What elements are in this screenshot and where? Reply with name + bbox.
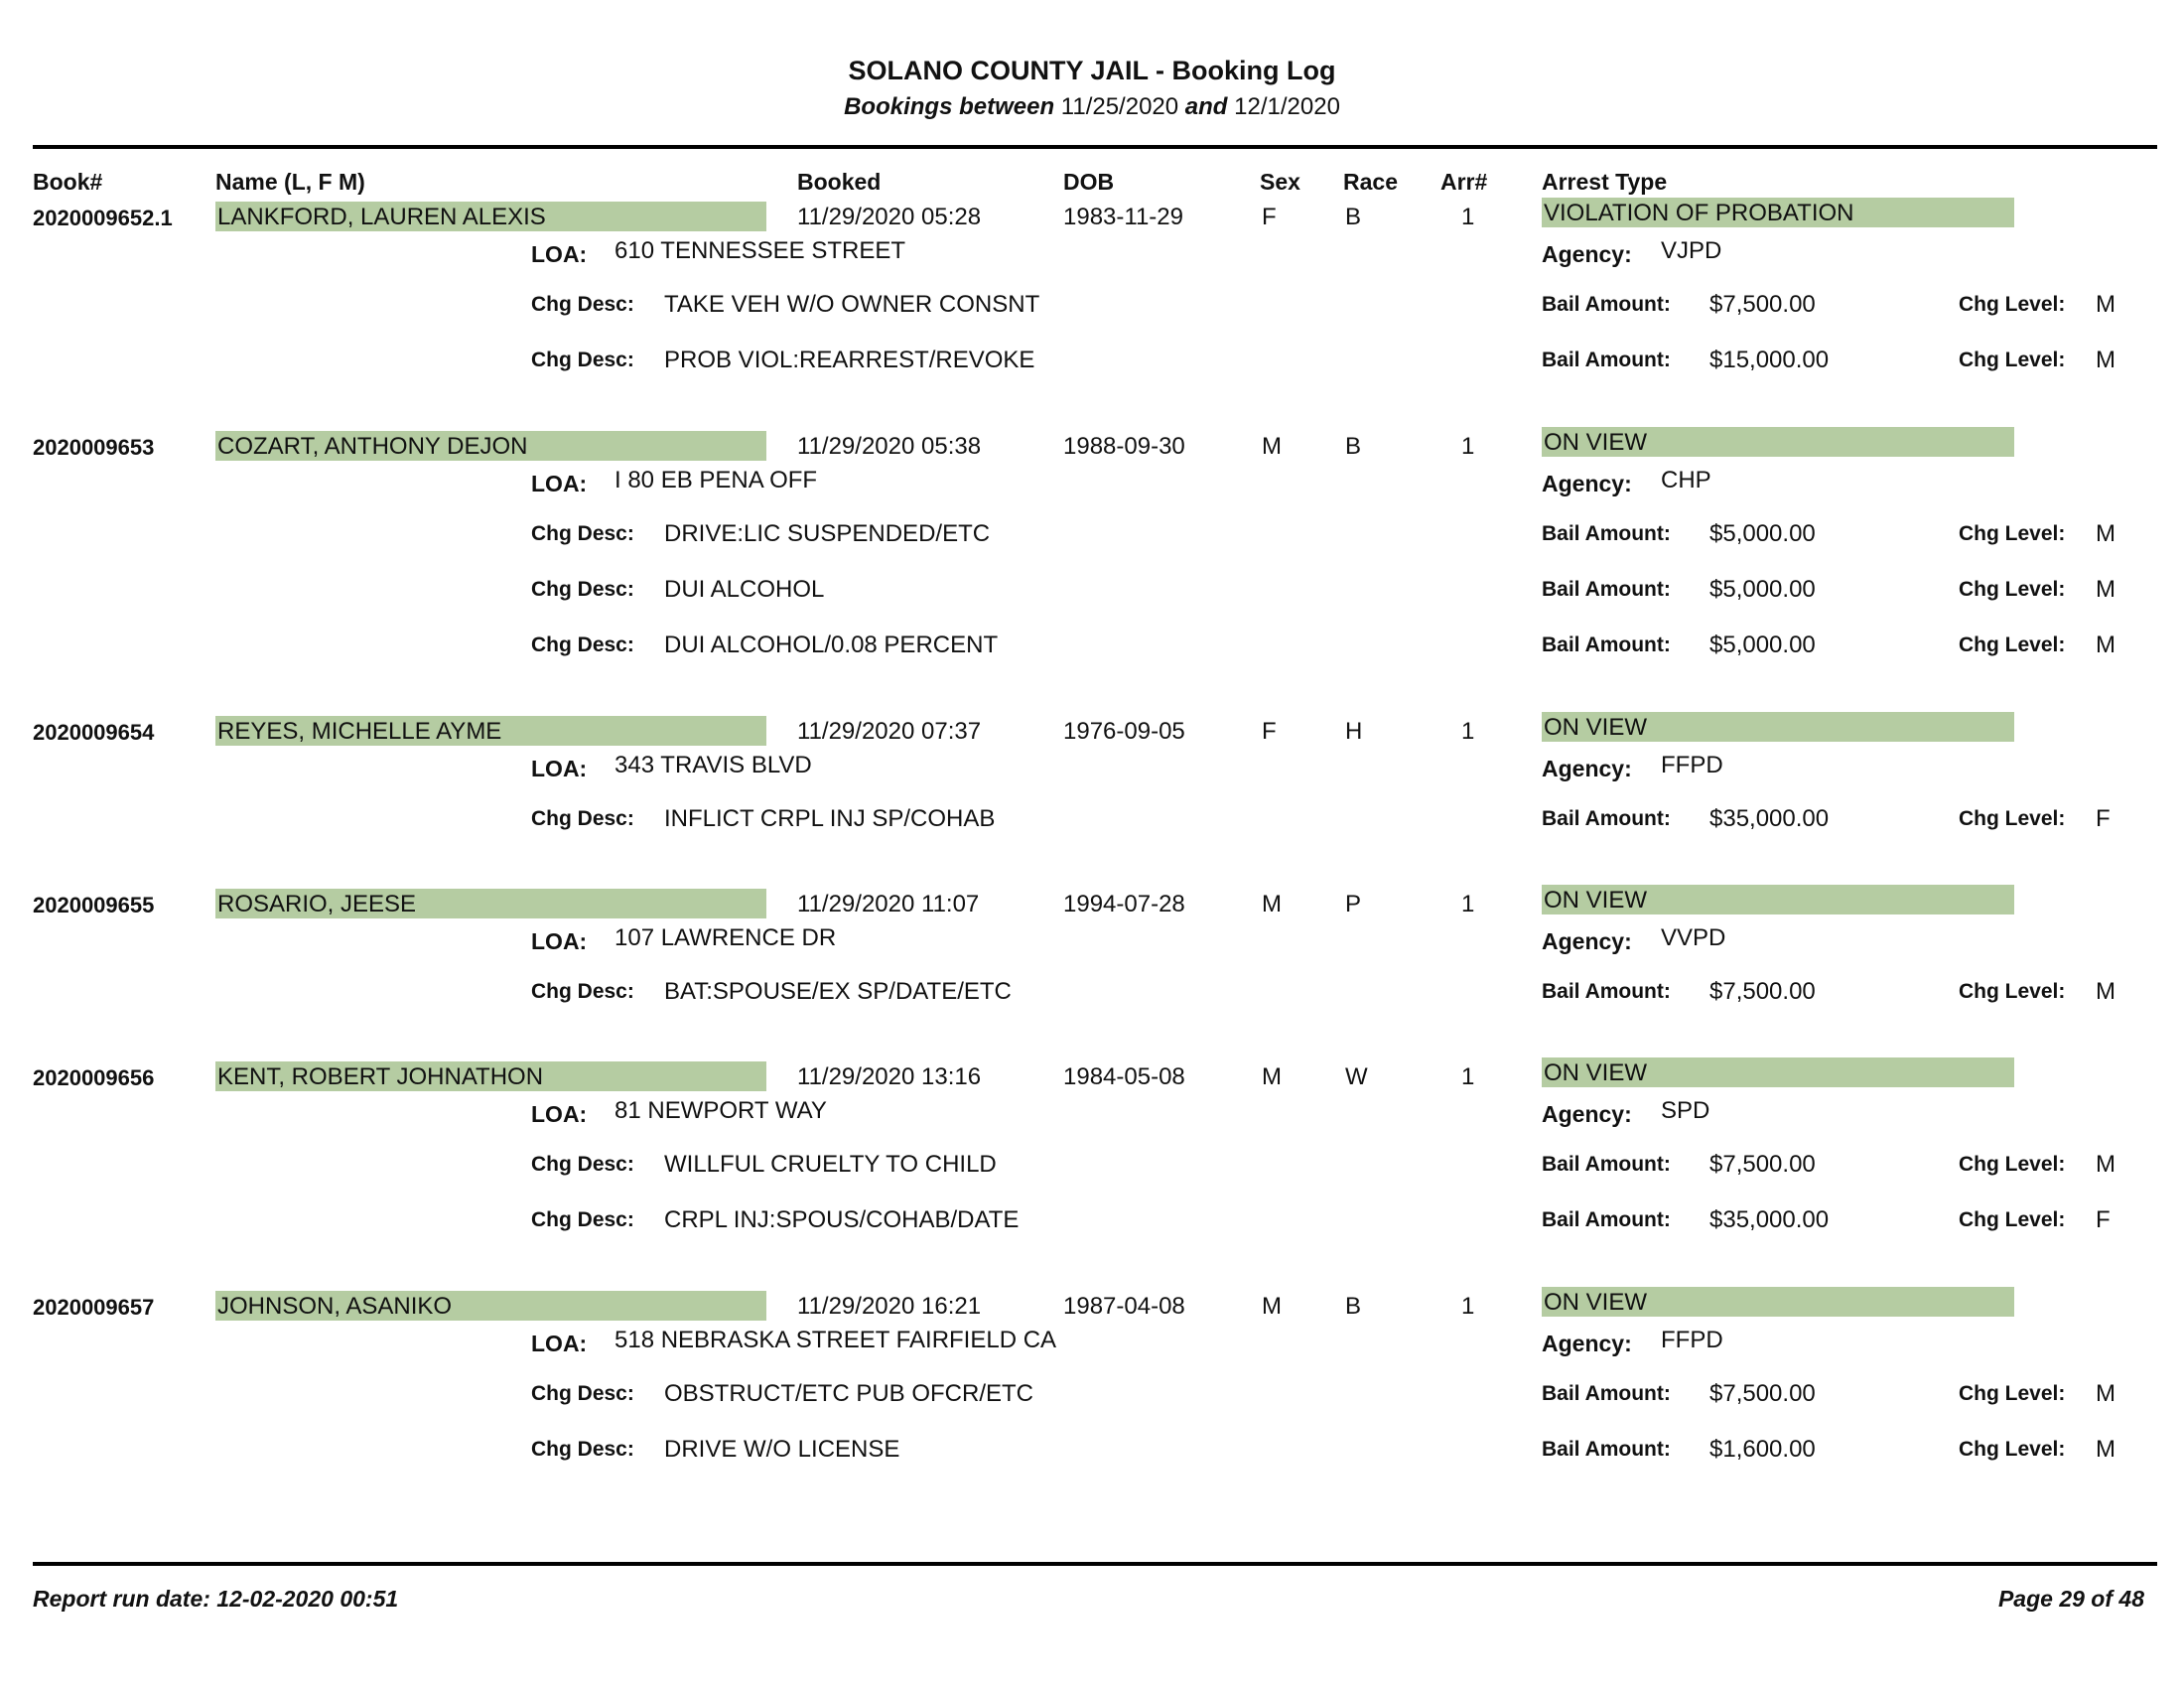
loa-value: 81 NEWPORT WAY bbox=[614, 1097, 827, 1124]
chg-level-label: Chg Level: bbox=[1959, 1208, 2066, 1231]
charge-level: M bbox=[2096, 1436, 2116, 1463]
booked-datetime: 11/29/2020 07:37 bbox=[797, 718, 982, 745]
date-of-birth: 1987-04-08 bbox=[1063, 1293, 1185, 1320]
chg-desc-label: Chg Desc: bbox=[531, 522, 634, 545]
sex: M bbox=[1262, 1293, 1282, 1320]
report-run-date: Report run date: 12-02-2020 00:51 bbox=[33, 1586, 399, 1612]
race: P bbox=[1345, 891, 1362, 917]
race: B bbox=[1345, 204, 1362, 230]
bail-amount-label: Bail Amount: bbox=[1542, 293, 1671, 316]
subtitle-and: and bbox=[1184, 93, 1228, 120]
booked-datetime: 11/29/2020 13:16 bbox=[797, 1063, 982, 1090]
agency-value: FFPD bbox=[1661, 1327, 1723, 1353]
charge-description: INFLICT CRPL INJ SP/COHAB bbox=[664, 805, 996, 832]
charge-level: M bbox=[2096, 1380, 2116, 1407]
chg-desc-label: Chg Desc: bbox=[531, 1153, 634, 1176]
sex: F bbox=[1262, 718, 1277, 745]
agency-value: CHP bbox=[1661, 467, 1711, 493]
chg-level-label: Chg Level: bbox=[1959, 807, 2066, 830]
agency-label: Agency: bbox=[1542, 241, 1632, 267]
chg-desc-label: Chg Desc: bbox=[531, 1438, 634, 1461]
booked-datetime: 11/29/2020 05:28 bbox=[797, 204, 982, 230]
col-arr: Arr# bbox=[1440, 169, 1488, 195]
charge-level: M bbox=[2096, 347, 2116, 373]
agency-label: Agency: bbox=[1542, 471, 1632, 496]
loa-label: LOA: bbox=[531, 471, 588, 496]
loa-value: 107 LAWRENCE DR bbox=[614, 924, 837, 951]
agency-value: SPD bbox=[1661, 1097, 1710, 1124]
charge-level: M bbox=[2096, 632, 2116, 658]
arrest-type: VIOLATION OF PROBATION bbox=[1542, 198, 2014, 227]
chg-level-label: Chg Level: bbox=[1959, 578, 2066, 601]
charge-description: WILLFUL CRUELTY TO CHILD bbox=[664, 1151, 997, 1178]
col-arrest-type: Arrest Type bbox=[1542, 169, 1668, 195]
chg-desc-label: Chg Desc: bbox=[531, 980, 634, 1003]
col-name: Name (L, F M) bbox=[215, 169, 365, 195]
book-number: 2020009654 bbox=[33, 720, 155, 745]
bail-amount: $1,600.00 bbox=[1709, 1436, 1816, 1463]
date-of-birth: 1976-09-05 bbox=[1063, 718, 1185, 745]
charge-description: DUI ALCOHOL bbox=[664, 576, 825, 603]
sex: F bbox=[1262, 204, 1277, 230]
chg-level-label: Chg Level: bbox=[1959, 1153, 2066, 1176]
bail-amount-label: Bail Amount: bbox=[1542, 633, 1671, 656]
charge-description: DRIVE W/O LICENSE bbox=[664, 1436, 900, 1463]
inmate-name: ROSARIO, JEESE bbox=[215, 889, 766, 918]
charge-description: PROB VIOL:REARREST/REVOKE bbox=[664, 347, 1035, 373]
agency-label: Agency: bbox=[1542, 756, 1632, 781]
bail-amount: $5,000.00 bbox=[1709, 632, 1816, 658]
arrest-number: 1 bbox=[1461, 891, 1475, 917]
arrest-number: 1 bbox=[1461, 204, 1475, 230]
booked-datetime: 11/29/2020 11:07 bbox=[797, 891, 980, 917]
report-title: SOLANO COUNTY JAIL - Booking Log bbox=[848, 56, 1336, 85]
col-book: Book# bbox=[33, 169, 103, 195]
chg-level-label: Chg Level: bbox=[1959, 633, 2066, 656]
loa-value: I 80 EB PENA OFF bbox=[614, 467, 818, 493]
agency-label: Agency: bbox=[1542, 1101, 1632, 1127]
race: W bbox=[1345, 1063, 1368, 1090]
arrest-type: ON VIEW bbox=[1542, 1287, 2014, 1317]
sex: M bbox=[1262, 891, 1282, 917]
bail-amount: $7,500.00 bbox=[1709, 1380, 1816, 1407]
chg-level-label: Chg Level: bbox=[1959, 1438, 2066, 1461]
col-booked: Booked bbox=[797, 169, 882, 195]
bail-amount: $5,000.00 bbox=[1709, 576, 1816, 603]
book-number: 2020009656 bbox=[33, 1065, 155, 1090]
inmate-name: JOHNSON, ASANIKO bbox=[215, 1291, 766, 1321]
loa-label: LOA: bbox=[531, 1331, 588, 1356]
agency-value: VJPD bbox=[1661, 237, 1722, 264]
agency-label: Agency: bbox=[1542, 928, 1632, 954]
loa-value: 518 NEBRASKA STREET FAIRFIELD CA bbox=[614, 1327, 1057, 1353]
arrest-number: 1 bbox=[1461, 718, 1475, 745]
inmate-name: LANKFORD, LAUREN ALEXIS bbox=[215, 202, 766, 231]
race: B bbox=[1345, 433, 1362, 460]
chg-level-label: Chg Level: bbox=[1959, 349, 2066, 371]
date-of-birth: 1988-09-30 bbox=[1063, 433, 1185, 460]
charge-level: M bbox=[2096, 291, 2116, 318]
arrest-number: 1 bbox=[1461, 1063, 1475, 1090]
loa-label: LOA: bbox=[531, 1101, 588, 1127]
chg-desc-label: Chg Desc: bbox=[531, 1208, 634, 1231]
end-date: 12/1/2020 bbox=[1234, 93, 1340, 120]
bail-amount: $7,500.00 bbox=[1709, 978, 1816, 1005]
bail-amount-label: Bail Amount: bbox=[1542, 1208, 1671, 1231]
date-of-birth: 1994-07-28 bbox=[1063, 891, 1185, 917]
charge-description: TAKE VEH W/O OWNER CONSNT bbox=[664, 291, 1040, 318]
bail-amount-label: Bail Amount: bbox=[1542, 980, 1671, 1003]
race: H bbox=[1345, 718, 1363, 745]
book-number: 2020009657 bbox=[33, 1295, 155, 1320]
col-sex: Sex bbox=[1260, 169, 1300, 195]
loa-label: LOA: bbox=[531, 928, 588, 954]
charge-level: F bbox=[2096, 805, 2111, 832]
bail-amount-label: Bail Amount: bbox=[1542, 578, 1671, 601]
book-number: 2020009653 bbox=[33, 435, 155, 460]
bail-amount: $7,500.00 bbox=[1709, 291, 1816, 318]
chg-desc-label: Chg Desc: bbox=[531, 293, 634, 316]
chg-desc-label: Chg Desc: bbox=[531, 578, 634, 601]
loa-value: 343 TRAVIS BLVD bbox=[614, 752, 812, 778]
chg-level-label: Chg Level: bbox=[1959, 980, 2066, 1003]
top-rule bbox=[33, 145, 2157, 149]
charge-description: DRIVE:LIC SUSPENDED/ETC bbox=[664, 520, 991, 547]
charge-level: M bbox=[2096, 978, 2116, 1005]
bail-amount: $7,500.00 bbox=[1709, 1151, 1816, 1178]
col-race: Race bbox=[1343, 169, 1398, 195]
sex: M bbox=[1262, 433, 1282, 460]
bail-amount: $5,000.00 bbox=[1709, 520, 1816, 547]
bail-amount-label: Bail Amount: bbox=[1542, 1382, 1671, 1405]
charge-description: DUI ALCOHOL/0.08 PERCENT bbox=[664, 632, 999, 658]
charge-level: M bbox=[2096, 576, 2116, 603]
booked-datetime: 11/29/2020 16:21 bbox=[797, 1293, 982, 1320]
sex: M bbox=[1262, 1063, 1282, 1090]
book-number: 2020009655 bbox=[33, 893, 155, 917]
booked-datetime: 11/29/2020 05:38 bbox=[797, 433, 982, 460]
bail-amount-label: Bail Amount: bbox=[1542, 1153, 1671, 1176]
date-of-birth: 1983-11-29 bbox=[1063, 204, 1183, 230]
loa-label: LOA: bbox=[531, 756, 588, 781]
arrest-type: ON VIEW bbox=[1542, 427, 2014, 457]
arrest-number: 1 bbox=[1461, 433, 1475, 460]
bail-amount: $35,000.00 bbox=[1709, 805, 1830, 832]
loa-value: 610 TENNESSEE STREET bbox=[614, 237, 905, 264]
col-dob: DOB bbox=[1063, 169, 1115, 195]
charge-level: F bbox=[2096, 1206, 2111, 1233]
bail-amount-label: Bail Amount: bbox=[1542, 807, 1671, 830]
start-date: 11/25/2020 bbox=[1060, 93, 1179, 120]
arrest-number: 1 bbox=[1461, 1293, 1475, 1320]
inmate-name: REYES, MICHELLE AYME bbox=[215, 716, 766, 746]
chg-desc-label: Chg Desc: bbox=[531, 633, 634, 656]
agency-value: FFPD bbox=[1661, 752, 1723, 778]
charge-description: OBSTRUCT/ETC PUB OFCR/ETC bbox=[664, 1380, 1034, 1407]
bail-amount-label: Bail Amount: bbox=[1542, 1438, 1671, 1461]
bottom-rule bbox=[33, 1562, 2157, 1566]
agency-label: Agency: bbox=[1542, 1331, 1632, 1356]
charge-description: CRPL INJ:SPOUS/COHAB/DATE bbox=[664, 1206, 1020, 1233]
loa-label: LOA: bbox=[531, 241, 588, 267]
charge-description: BAT:SPOUSE/EX SP/DATE/ETC bbox=[664, 978, 1012, 1005]
book-number: 2020009652.1 bbox=[33, 206, 173, 230]
charge-level: M bbox=[2096, 1151, 2116, 1178]
date-of-birth: 1984-05-08 bbox=[1063, 1063, 1185, 1090]
arrest-type: ON VIEW bbox=[1542, 885, 2014, 914]
subtitle-prefix: Bookings between bbox=[844, 93, 1055, 120]
chg-desc-label: Chg Desc: bbox=[531, 1382, 634, 1405]
chg-level-label: Chg Level: bbox=[1959, 1382, 2066, 1405]
race: B bbox=[1345, 1293, 1362, 1320]
bail-amount: $15,000.00 bbox=[1709, 347, 1830, 373]
arrest-type: ON VIEW bbox=[1542, 1057, 2014, 1087]
inmate-name: COZART, ANTHONY DEJON bbox=[215, 431, 766, 461]
page-number: Page 29 of 48 bbox=[1997, 1586, 2144, 1612]
chg-desc-label: Chg Desc: bbox=[531, 807, 634, 830]
chg-level-label: Chg Level: bbox=[1959, 293, 2066, 316]
report-subtitle bbox=[0, 93, 2184, 121]
agency-value: VVPD bbox=[1661, 924, 1726, 951]
charge-level: M bbox=[2096, 520, 2116, 547]
bail-amount-label: Bail Amount: bbox=[1542, 349, 1671, 371]
bail-amount: $35,000.00 bbox=[1709, 1206, 1830, 1233]
inmate-name: KENT, ROBERT JOHNATHON bbox=[215, 1061, 766, 1091]
bail-amount-label: Bail Amount: bbox=[1542, 522, 1671, 545]
chg-desc-label: Chg Desc: bbox=[531, 349, 634, 371]
arrest-type: ON VIEW bbox=[1542, 712, 2014, 742]
chg-level-label: Chg Level: bbox=[1959, 522, 2066, 545]
